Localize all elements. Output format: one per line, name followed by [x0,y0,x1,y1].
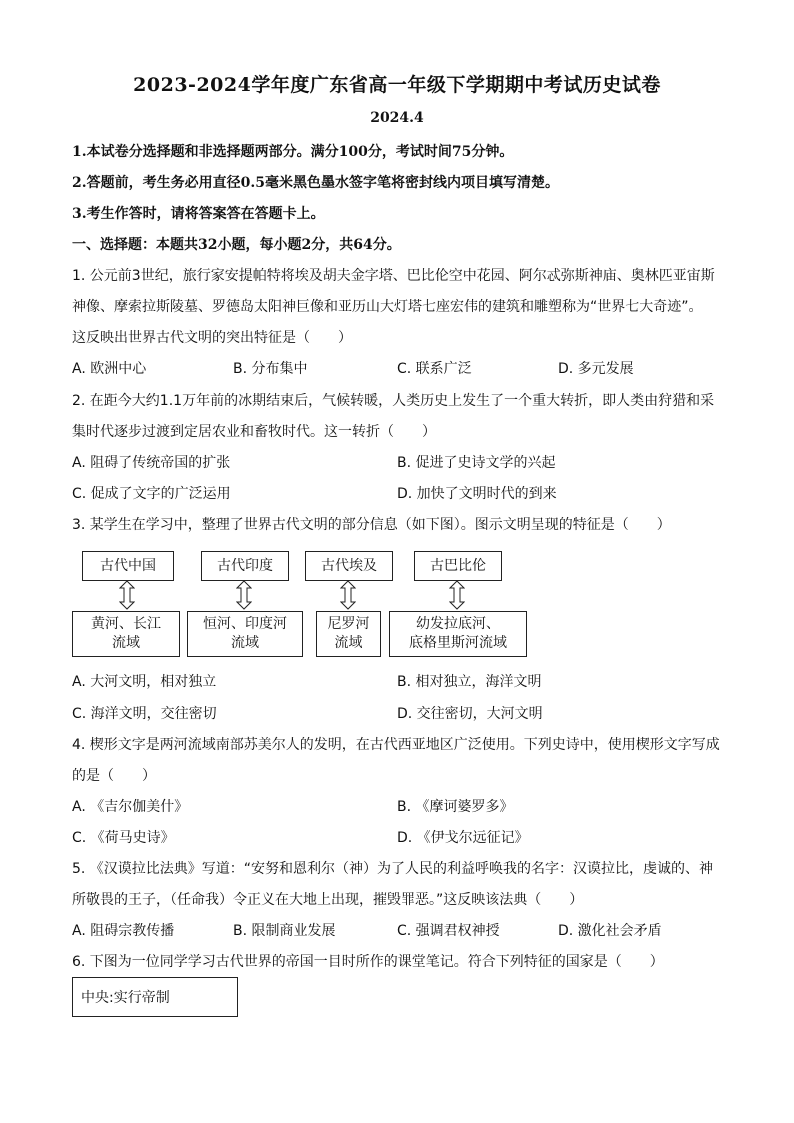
double-arrow-icon [340,580,356,610]
double-arrow-icon [449,580,465,610]
diagram-bottom-box [389,611,527,657]
region-label: 恒河、印度河 [203,616,287,632]
q3-option-b: B. 相对独立，海洋文明 [397,674,542,690]
exam-title: 2023-2024学年度广东省高一年级下学期期中考试历史试卷 [133,74,661,96]
q1-option-c: C. 联系广泛 [397,361,472,377]
instruction-3: 3.考生作答时，请将答案答在答题卡上。 [72,206,325,222]
q4-option-a: A. 《吉尔伽美什》 [72,799,189,815]
q3-option-a: A. 大河文明，相对独立 [72,674,217,690]
diagram-top-box: 古代印度 [201,551,289,581]
region-label: 黄河、长江 [91,616,161,632]
q6-stem-line: 6. 下图为一位同学学习古代世界的帝国一目时所作的课堂笔记。符合下列特征的国家是（ ） [72,954,664,970]
q2-option-c: C. 促成了文字的广泛运用 [72,486,231,502]
double-arrow-icon [236,580,252,610]
q1-option-d: D. 多元发展 [558,361,634,377]
q4-option-c: C. 《荷马史诗》 [72,830,175,846]
region-label: 幼发拉底河、 [416,616,500,632]
instruction-2: 2.答题前，考生务必用直径0.5毫米黑色墨水签字笔将密封线内项目填写清楚。 [72,175,559,191]
q2-stem-line: 集时代逐步过渡到定居农业和畜牧时代。这一转折（ ） [72,424,436,440]
q1-stem-line: 神像、摩索拉斯陵墓、罗德岛太阳神巨像和亚历山大灯塔七座宏伟的建筑和雕塑称为“世界七大奇迹”。 [72,299,703,315]
q2-option-b: B. 促进了史诗文学的兴起 [397,455,556,471]
q1-option-a: A. 欧洲中心 [72,361,147,377]
region-label: 流域 [334,635,363,651]
q3-option-c: C. 海洋文明，交往密切 [72,706,217,722]
q3-option-d: D. 交往密切，大河文明 [397,706,543,722]
instruction-1: 1.本试卷分选择题和非选择题两部分。满分100分，考试时间75分钟。 [72,144,514,160]
q1-stem-line: 这反映出世界古代文明的突出特征是（ ） [72,330,352,346]
diagram-bottom-box [187,611,303,657]
diagram-bottom-box [316,611,381,657]
q3-stem-line: 3. 某学生在学习中，整理了世界古代文明的部分信息（如下图）。图示文明呈现的特征是（ ） [72,517,671,533]
diagram-bottom-box [72,611,180,657]
q5-option-c: C. 强调君权神授 [397,923,500,939]
q1-option-b: B. 分布集中 [233,361,308,377]
diagram-top-box: 古代埃及 [305,551,393,581]
region-label: 流域 [112,635,140,651]
q2-option-a: A. 阻碍了传统帝国的扩张 [72,455,231,471]
diagram-top-box: 古代中国 [82,551,174,581]
region-label: 尼罗河 [327,616,370,632]
diagram-top-box: 古巴比伦 [414,551,502,581]
q5-option-b: B. 限制商业发展 [233,923,336,939]
q2-stem-line: 2. 在距今大约1.1万年前的冰期结束后，气候转暖，人类历史上发生了一个重大转折，即人类由狩猎和采 [72,393,715,409]
q4-stem-line: 的是（ ） [72,768,156,784]
q5-stem-line: 5. 《汉谟拉比法典》写道：“安努和恩利尔（神）为了人民的利益呼唤我的名字：汉谟拉比，虔诚的、神 [72,861,714,877]
note-text: 中央:实行帝制 [81,990,170,1006]
q4-option-b: B. 《摩诃婆罗多》 [397,799,514,815]
class-note-box [72,977,238,1017]
double-arrow-icon [119,580,135,610]
q5-option-a: A. 阻碍宗教传播 [72,923,175,939]
q1-stem-line: 1. 公元前3世纪，旅行家安提帕特将埃及胡夫金字塔、巴比伦空中花园、阿尔忒弥斯神庙、奥林匹亚宙斯 [72,268,715,284]
region-label: 底格里斯河流域 [409,635,507,651]
q5-option-d: D. 激化社会矛盾 [558,923,662,939]
q4-option-d: D. 《伊戈尔远征记》 [397,830,529,846]
q4-stem-line: 4. 楔形文字是两河流域南部苏美尔人的发明，在古代西亚地区广泛使用。下列史诗中，使用楔形文字写成 [72,737,720,753]
region-label: 流域 [231,635,259,651]
q5-stem-line: 所敬畏的王子，（任命我）令正义在大地上出现，摧毁罪恶。”这反映该法典（ ） [72,892,584,908]
section-heading: 一、选择题：本题共32小题，每小题2分，共64分。 [72,237,401,253]
exam-date: 2024.4 [370,110,424,126]
q2-option-d: D. 加快了文明时代的到来 [397,486,557,502]
